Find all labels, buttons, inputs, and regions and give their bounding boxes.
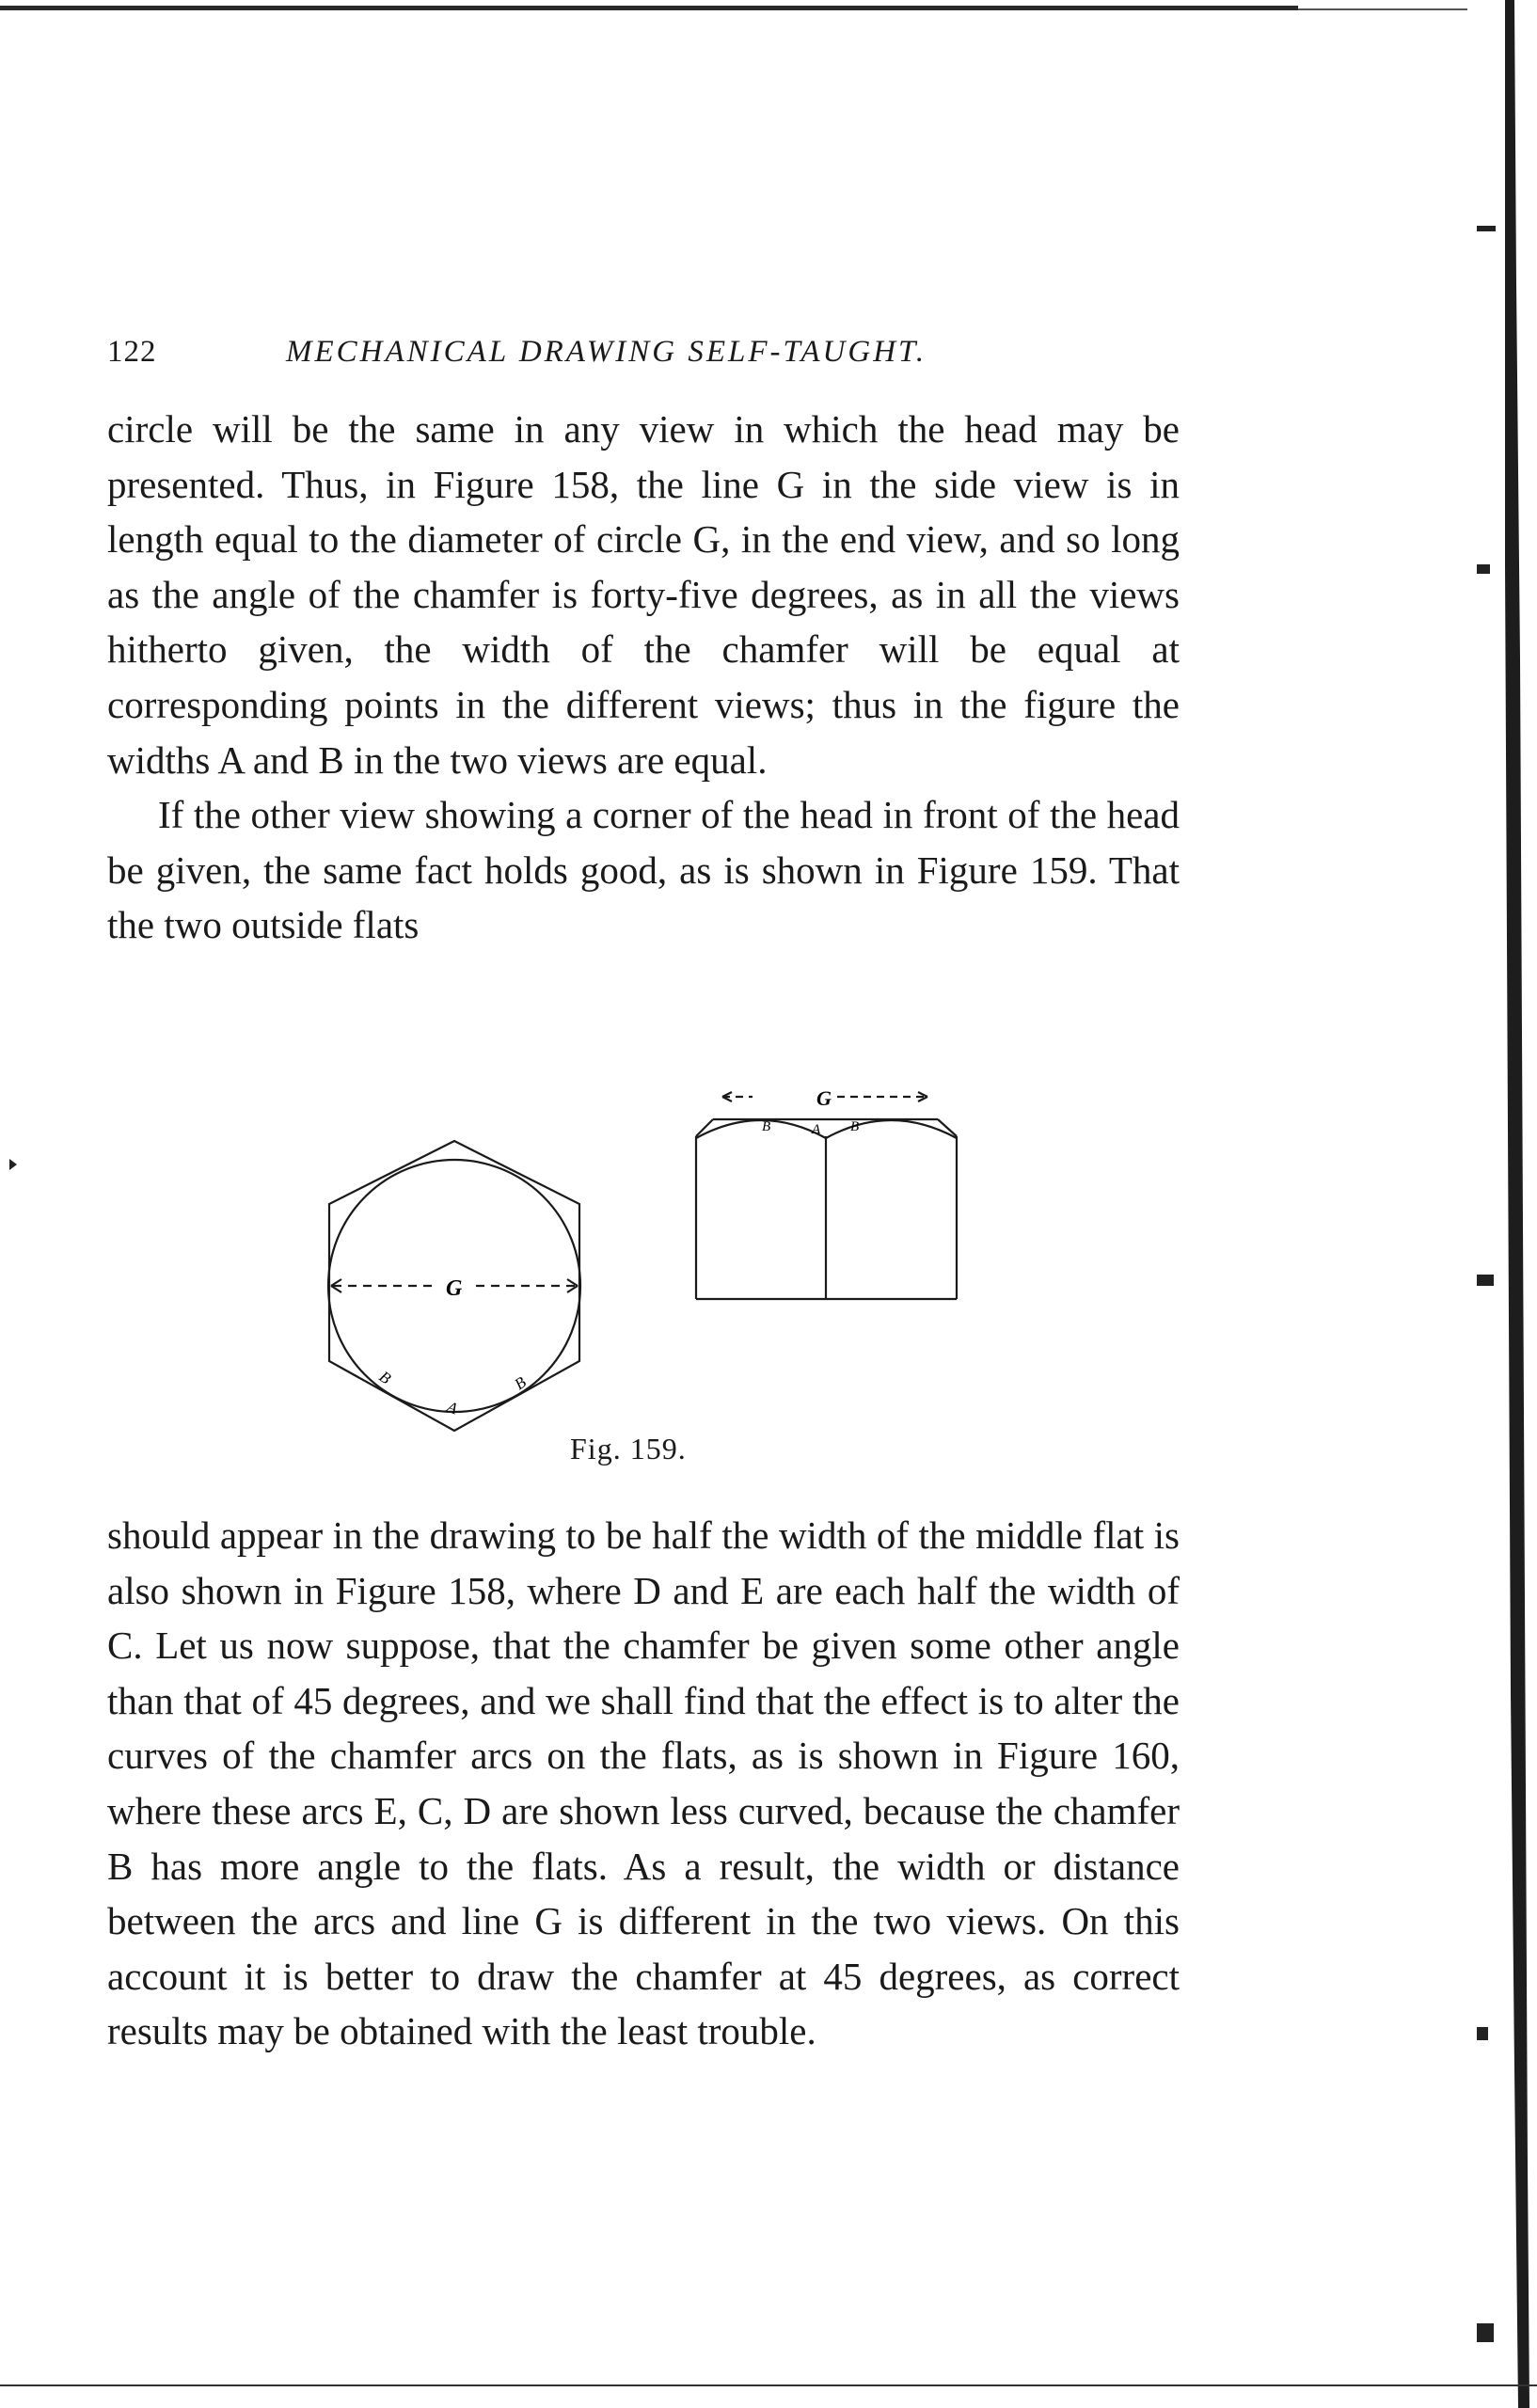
binding-edge-shadow bbox=[1477, 0, 1537, 2408]
end-view-label-b-right: B bbox=[511, 1372, 530, 1394]
paragraph: circle will be the same in any view in which the head may be presented. Thus, in Figure 158, the line G in the side view is in length equal to the diameter of circle G, in the end view, and so long as the angle of the chamfer is forty-five degrees, as in all the views hitherto given, the width of the chamfer will be equal at corresponding points in the different views; thus in the figure the widths A and B in the two views are equal. bbox=[107, 407, 1180, 782]
top-rule-thin bbox=[1298, 8, 1467, 10]
side-view-label-b-right: B bbox=[850, 1119, 860, 1134]
running-head bbox=[107, 335, 1189, 372]
side-view-label-b-left: B bbox=[762, 1119, 771, 1134]
chamfer-arc-right bbox=[826, 1120, 957, 1138]
running-title: MECHANICAL DRAWING SELF-TAUGHT. bbox=[286, 335, 927, 369]
end-view-label-b-left: B bbox=[375, 1367, 395, 1388]
chamfer-arc-left bbox=[696, 1120, 826, 1138]
body-text-top bbox=[107, 402, 1180, 953]
end-view-label-g: G bbox=[446, 1276, 463, 1301]
end-view-label-a: A bbox=[444, 1397, 460, 1418]
side-view-label-g: G bbox=[816, 1091, 832, 1110]
top-rule bbox=[0, 6, 1298, 10]
bottom-rule bbox=[0, 2384, 1537, 2386]
body-text-bottom bbox=[107, 1508, 1180, 2059]
side-view bbox=[696, 1092, 957, 1299]
side-view-label-a: A bbox=[812, 1122, 821, 1137]
figure-caption: Fig. 159. bbox=[570, 1432, 687, 1465]
paragraph: should appear in the drawing to be half the width of the middle flat is also shown in Figure 158, where D and E are each half the width of C. Let us now suppose, that the chamfer be given some other angle than that of 45 degrees, and we shall find that the effect is to alter the curves of the chamfer arcs on the flats, as is shown in Figure 160, where these arcs E, C, D are shown less curved, because the chamfer B has more angle to the flats. As a result, the width or distance between the arcs and line G is different in the two views. On this account it is better to draw the chamfer at 45 degrees, as correct results may be obtained with the least trouble. bbox=[107, 1513, 1180, 2053]
page-number: 122 bbox=[107, 335, 157, 369]
margin-bullet bbox=[9, 1159, 17, 1170]
figure-159 bbox=[310, 1091, 988, 1486]
paragraph: If the other view showing a corner of the head in front of the head be given, the same fact holds good, as is shown in Figure 159. That the two outside flats bbox=[107, 793, 1180, 947]
figure-159-drawing bbox=[310, 1091, 988, 1486]
